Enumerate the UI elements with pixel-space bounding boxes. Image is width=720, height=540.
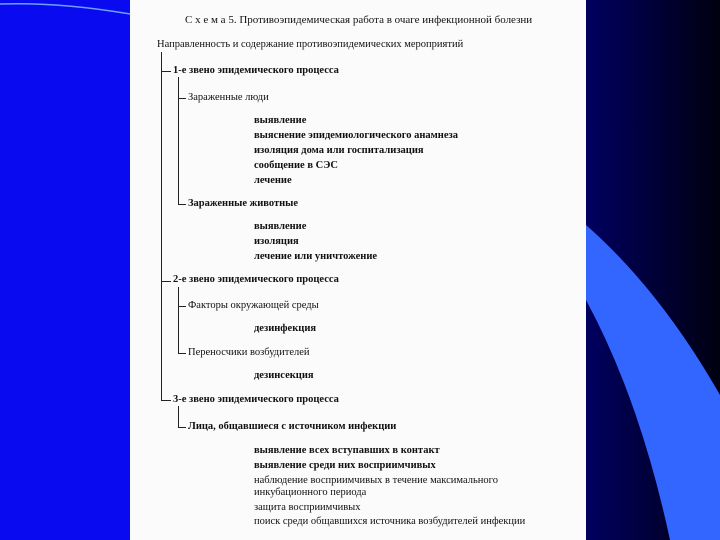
measure-item: изоляция дома или госпитализация [254,145,424,156]
group-label: Зараженные люди [188,92,269,103]
measure-item: выявление [254,115,307,126]
group-label: Зараженные животные [188,198,299,209]
link-1-label: 1-е звено эпидемического процесса [173,65,339,76]
arrow-icon [178,427,186,428]
arrow-icon [178,353,186,354]
measure-item: наблюдение восприимчивых в течение максимального [254,475,498,486]
scheme-title: С х е м а 5. Противоэпидемическая работа в очаге инфекционной болезни [185,14,533,26]
measure-item: поиск среди общавшихся источника возбудителей инфекции [254,516,526,527]
decor-line [0,4,130,14]
arrow-icon [161,400,171,401]
branch-line [178,406,179,427]
link-3-label: 3-е звено эпидемического процесса [173,394,339,405]
measure-item: защита восприимчивых [254,502,361,513]
arrow-icon [178,204,186,205]
measure-item: инкубационного периода [254,487,367,498]
measure-item: сообщение в СЭС [254,160,338,171]
measure-item: дезинсекция [254,370,314,381]
measure-item: изоляция [254,236,299,247]
measure-item: дезинфекция [254,323,317,334]
scanned-scheme-document [130,0,586,540]
measure-item: выяснение эпидемиологического анамнеза [254,130,458,141]
group-label: Факторы окружающей среды [188,300,319,311]
arrow-icon [161,281,171,282]
arrow-icon [178,306,186,307]
measure-item: выявление всех вступавших в контакт [254,445,440,456]
measure-item: лечение [254,175,292,186]
scheme-heading: Направленность и содержание противоэпидемических мероприятий [157,39,464,50]
measure-item: лечение или уничтожение [254,251,378,262]
branch-line [178,287,179,353]
arrow-icon [178,98,186,99]
tree-trunk-line [161,52,162,400]
link-2-label: 2-е звено эпидемического процесса [173,274,339,285]
measure-item: выявление [254,221,307,232]
branch-line [178,77,179,204]
group-label: Лица, общавшиеся с источником инфекции [188,421,397,432]
arrow-icon [161,71,171,72]
group-label: Переносчики возбудителей [188,347,310,358]
measure-item: выявление среди них восприимчивых [254,460,436,471]
